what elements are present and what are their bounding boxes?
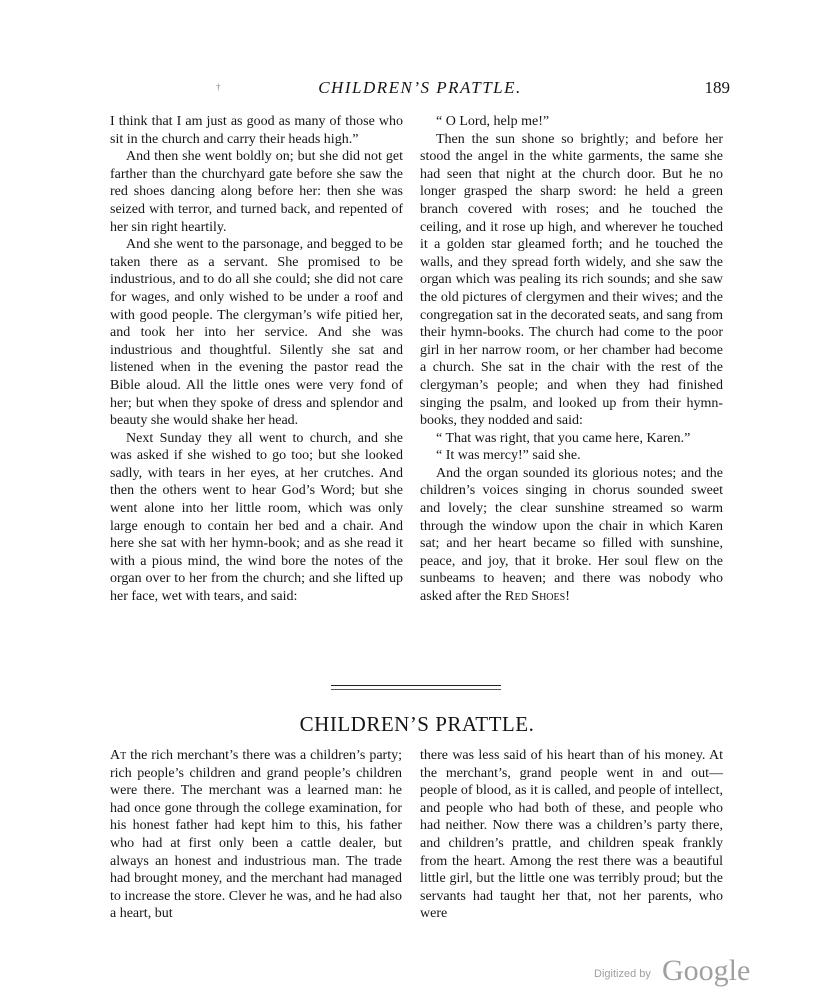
column-top-right: [420, 113, 723, 606]
google-logo: Google: [662, 954, 751, 987]
paragraph: “ That was right, that you came here, Karen.”: [436, 430, 691, 446]
watermark-small-text: Digitized by: [594, 968, 651, 980]
lead-word: At: [110, 748, 127, 763]
paragraph-text: And the organ sounded its glorious notes; and the children’s voices singing in chorus sounded sweet and lovely; the clear sunshine streamed so warm through the window upon the chair in which Karen sat; and her heart became so filled with sunshine, peace, and joy, that it broke. Her soul flew on the sunbeams to heaven; and there was nobody who asked after the: [420, 465, 723, 605]
story-title-small-caps: Red Shoes: [505, 589, 566, 605]
paragraph: [110, 747, 402, 923]
digitized-watermark: [594, 952, 774, 988]
page-number: 189: [704, 78, 730, 97]
paragraph: Then the sun shone so brightly; and before her stood the angel in the white garments, the same she had seen that night at the church door. But he no longer grasped the sharp sword: he held a green branch covered with roses; and he touched the ceiling, and it rose up high, and wherever he touched it a golden star gleamed forth; and he touched the walls, and they spread forth widely, and she saw the organ which was pealing its rich sounds; and she saw the old pictures of clergymen and their wives; and the congregation sat in the decorated seats, and sang from their hymn-books. The church had come to the poor girl in her narrow room, or her chamber had become a church. She sat in the chair with the rest of the clergyman’s people; and when they had finished singing the psalm, and looked up from their hymn-books, they nodded and said:: [420, 131, 723, 429]
paragraph: I think that I am just as good as many of those who sit in the church and carry their heads high.”: [110, 114, 403, 147]
paragraph: And she went to the parsonage, and begged to be taken there as a servant. She promised to be industrious, and to do all she could; she did not care for wages, and only wished to be under a roof and with good people. The clergyman’s wife pitied her, and took her into her service. And she was industrious and thoughtful. Silently she sat and listened when in the evening the pastor read the Bible aloud. All the little ones were very fond of her; but when they spoke of dress and splendor and beauty she would shake her head.: [110, 237, 403, 429]
margin-mark: †: [216, 82, 221, 92]
paragraph: Next Sunday they all went to church, and she was asked if she wished to go too; but she looked sadly, with tears in her eyes, at her crutches. And then the others went to hear God’s Word; but she went alone into her little room, which was only large enough to contain her bed and a chair. And here she sat with her hymn-book; and as she read it with a pious mind, the wind bore the notes of the organ over to her from the church; and she lifted up her face, wet with tears, and said:: [110, 430, 403, 605]
running-head: [110, 78, 730, 102]
paragraph-text: the rich merchant’s there was a children’s party; rich people’s children and grand people’s children were there. The merchant was a learned man: he had once gone through the college examination, for his honest father had kept him to this, his father who had at first only been a cattle dealer, but always an honest and industrious man. The trade had brought money, and the merchant had managed to increase the store. Clever he was, and he had also a heart, but: [110, 748, 402, 922]
paragraph-tail: !: [565, 589, 570, 605]
paragraph: “ It was mercy!” said she.: [436, 448, 581, 464]
paragraph: “ O Lord, help me!”: [436, 114, 550, 129]
paragraph: there was less said of his heart than of his money. At the merchant’s, grand people went in and out—people of blood, as it is called, and people of intellect, and people who had both of these, and people who had neither. Now there was a children’s party there, and children’s prattle, and children speak frankly from the heart. Among the rest there was a beautiful little girl, but the little one was terribly proud; but the servants had taught her that, not her parents, who were: [420, 748, 723, 922]
column-top-left: [110, 113, 403, 606]
section-title: CHILDREN’S PRATTLE.: [299, 712, 535, 736]
column-bottom-left: [110, 747, 402, 923]
running-title: CHILDREN’S PRATTLE.: [318, 78, 522, 97]
paragraph: And then she went boldly on; but she did not get farther than the churchyard gate before she saw the red shoes dancing along before her: then she was seized with terror, and turned back, and repented of her sin right heartily.: [110, 149, 403, 235]
section-divider: [331, 685, 501, 690]
paragraph: [420, 465, 723, 606]
column-bottom-right: [420, 747, 723, 923]
